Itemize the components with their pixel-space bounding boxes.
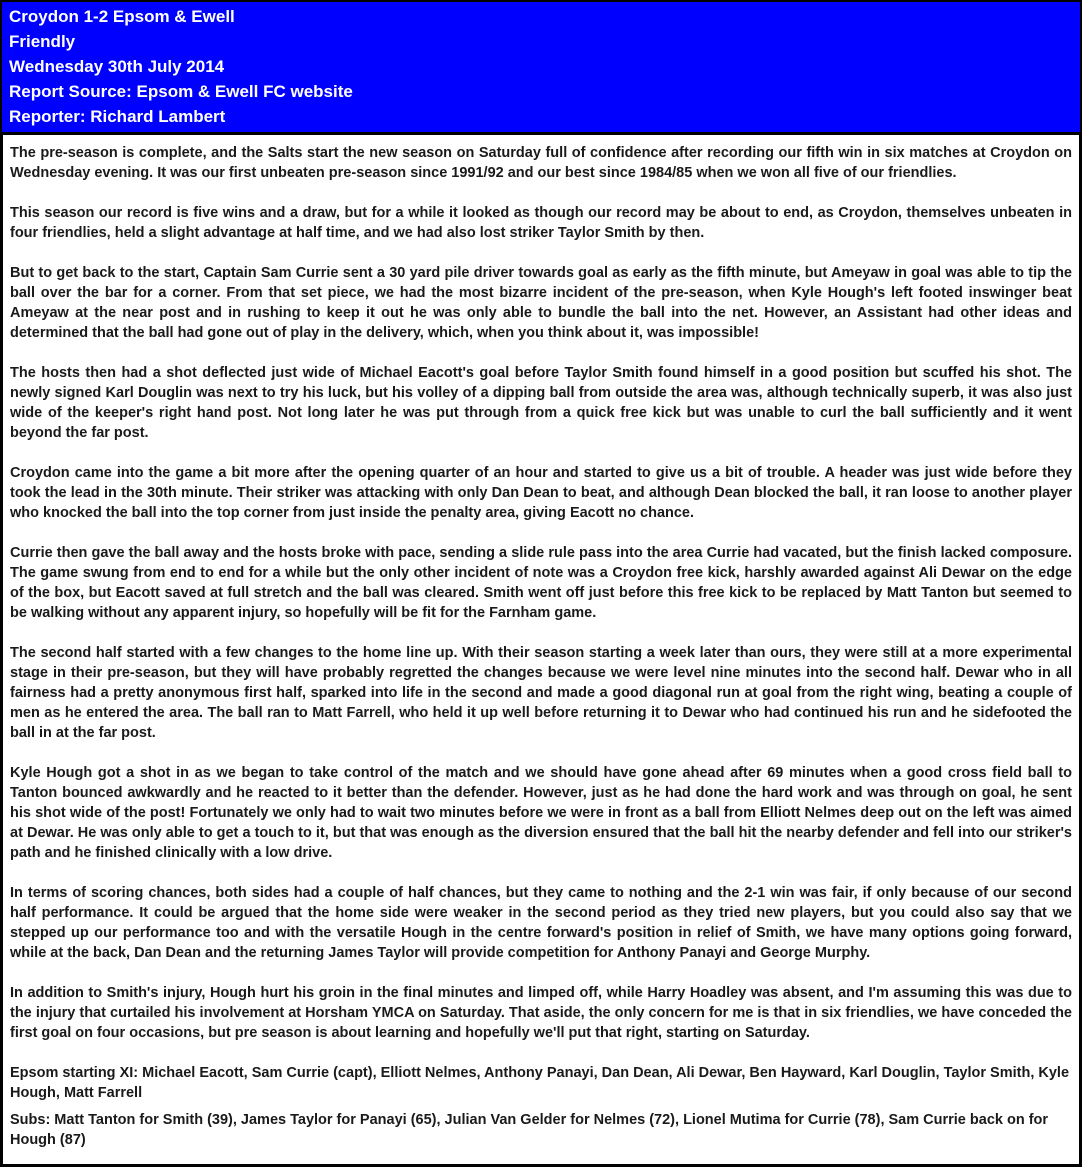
report-paragraph-2: This season our record is five wins and a draw, but for a while it looked as though our record may be about to end, as Croydon, themselves unbeaten in four friendlies, held a slight advantage at half time, and we had also lost striker Taylor Smith by then. xyxy=(10,205,1072,241)
report-paragraph-9: In terms of scoring chances, both sides had a couple of half chances, but they came to nothing and the 2-1 win was fair, if only because of our second half performance. It could be argued that the home side were weaker in the second period as they tried new players, but you could also say that we stepped up our performance too and with the versatile Hough in the centre forward's position in relief of Smith, we have many options going forward, while at the back, Dan Dean and the returning James Taylor will provide competition for Anthony Panayi and George Murphy. xyxy=(10,885,1072,961)
report-paragraph-8: Kyle Hough got a shot in as we began to take control of the match and we should have gone ahead after 69 minutes when a good cross field ball to Tanton bounced awkwardly and he reacted to it better than the defender. However, just as he had done the hard work and was through on goal, he sent his shot wide of the post! Fortunately we only had to wait two minutes before we were in front as a ball from Elliott Nelmes deep out on the left was aimed at Dewar. He was only able to get a touch to it, but that was enough as the diversion ensured that the ball hit the nearby defender and fell into our striker's path and he finished clinically with a low drive. xyxy=(10,765,1072,861)
report-paragraph-7: The second half started with a few changes to the home line up. With their season starting a week later than ours, they were still at a more experimental stage in their pre-season, but they will have probably regretted the changes because we were level nine minutes into the second half. Dewar who in all fairness had a pretty anonymous first half, sparked into life in the second and made a good diagonal run at goal from the right wing, beating a couple of men as he entered the area. The ball ran to Matt Farrell, who held it up well before returning it to Dewar who had continued his run and he sidefooted the ball in at the far post. xyxy=(10,645,1072,741)
report-source-line: Report Source: Epsom & Ewell FC website xyxy=(9,82,353,101)
starting-xi-line: Epsom starting XI: Michael Eacott, Sam Currie (capt), Elliott Nelmes, Anthony Panayi, Dan Dean, Ali Dewar, Ben Hayward, Karl Douglin, Taylor Smith, Kyle Hough, Matt Farrell xyxy=(10,1065,1070,1101)
report-paragraph-10: In addition to Smith's injury, Hough hurt his groin in the final minutes and limped off, while Harry Hoadley was absent, and I'm assuming this was due to the injury that curtailed his involvement at Horsham YMCA on Saturday. That aside, the only concern for me is that in six friendlies, we have conceded the first goal on four occasions, but pre season is about learning and hopefully we'll put that right, starting on Saturday. xyxy=(10,985,1072,1041)
subs-line: Subs: Matt Tanton for Smith (39), James Taylor for Panayi (65), Julian Van Gelder for Nelmes (72), Lionel Mutima for Currie (78), Sam Currie back on for Hough (87) xyxy=(10,1112,1049,1148)
report-paragraph-6: Currie then gave the ball away and the hosts broke with pace, sending a slide rule pass into the area Currie had vacated, but the finish lacked composure. The game swung from end to end for a while but the only other incident of note was a Croydon free kick, harshly awarded against Ali Dewar on the edge of the box, but Eacott saved at full stretch and the ball was cleared. Smith went off just before this free kick to be replaced by Matt Tanton but seemed to be walking without any apparent injury, so hopefully will be fit for the Farnham game. xyxy=(10,545,1072,621)
report-paragraph-3: But to get back to the start, Captain Sam Currie sent a 30 yard pile driver towards goal as early as the fifth minute, but Ameyaw in goal was able to tip the ball over the bar for a corner. From that set piece, we had the most bizarre incident of the pre-season, when Kyle Hough's left footed inswinger beat Ameyaw at the near post and in rushing to keep it out he was only able to bundle the ball into the net. However, an Assistant had other ideas and determined that the ball had gone out of play in the delivery, which, when you think about it, was impossible! xyxy=(10,265,1072,341)
competition-line: Friendly xyxy=(9,32,76,51)
report-body xyxy=(0,133,1082,1167)
report-paragraph-4: The hosts then had a shot deflected just wide of Michael Eacott's goal before Taylor Smith found himself in a good position but scuffed his shot. The newly signed Karl Douglin was next to try his luck, but his volley of a dipping ball from outside the area was, although technically superb, it was also just wide of the keeper's right hand post. Not long later he was put through from a quick free kick but was unable to curl the ball sufficiently and it went beyond the far post. xyxy=(10,365,1072,441)
report-paragraph-1: The pre-season is complete, and the Salts start the new season on Saturday full of confidence after recording our fifth win in six matches at Croydon on Wednesday evening. It was our first unbeaten pre-season since 1991/92 and our best since 1984/85 when we won all five of our friendlies. xyxy=(10,145,1072,181)
reporter-line: Reporter: Richard Lambert xyxy=(9,107,226,126)
report-header xyxy=(0,0,1082,134)
report-paragraph-5: Croydon came into the game a bit more after the opening quarter of an hour and started to give us a bit of trouble. A header was just wide before they took the lead in the 30th minute. Their striker was attacking with only Dan Dean to beat, and although Dean blocked the ball, it ran loose to another player who knocked the ball into the top corner from just inside the penalty area, giving Eacott no chance. xyxy=(10,465,1072,521)
match-score-line: Croydon 1-2 Epsom & Ewell xyxy=(9,7,235,26)
match-date-line: Wednesday 30th July 2014 xyxy=(9,57,225,76)
